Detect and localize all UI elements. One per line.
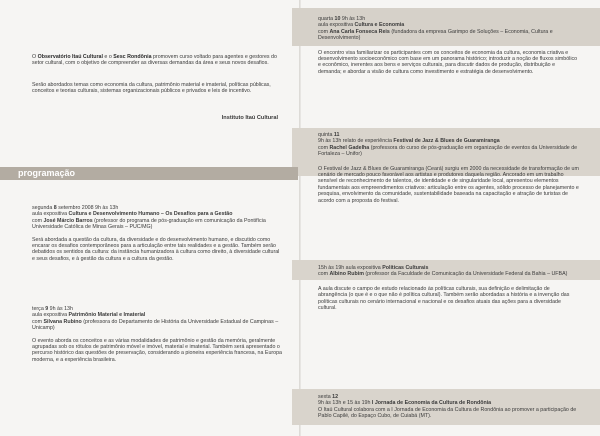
intro-paragraph-2: Serão abordados temas como economia da cultura, patrimônio material e imaterial, políticas públicas, conceitos e teorias culturais, sistemas organizacionais públicos e privados e leis de incentivo.: [32, 82, 271, 95]
intro-paragraph: O Observatório Itaú Cultural e o Sesc Rondônia promovem curso voltado para agentes e gestores do setor cultural, com o objetivo de compreender as diversas demandas da área e seus novos desafios.: [32, 54, 277, 67]
session-thursday: quinta 11 9h às 13h relato de experiência Festival de Jazz & Blues de Guaramiranga com Rachel Gadelha (professora do curso de pós-graduação em organização de eventos da Universidade de Fortaleza – Unifor) O Festival de Jazz & Blues de Guaramiranga (Ceará) surgiu em 2000 da necessidade de transformação de um cenário de mercado pouco favorável aos artistas e produtores daquela região. Ancorado em um trabalho sensível de reconhecimento de talentos, de identidade e de singularidade local, apresentou elementos fundamentais aos empreendimentos criativos: articulação entre os agentes, sólido processo de planejamento e pesquisa, envolvimento da comunidade, sustentabilidade baseada na capacitação e atração de turistas de acordo com a proposta do festival.: [318, 132, 579, 204]
section-title: programação: [18, 168, 76, 178]
session-friday: sexta 12 9h às 13h e 15 às 19h I Jornada de Economia da Cultura de Rondônia O Itaú Cultural colabora com a I Jornada de Economia da Cultura de Rondônia ao promover a participação de Pablo Capilé, do Espaço Cubo, de Cuiabá (MT).: [318, 394, 577, 420]
session-monday: segunda 8 setembro 2008 9h às 13h aula expositiva Cultura e Desenvolvimento Humano – Os Desafios para a Gestão com José Márcio Barros (professor do programa de pós-graduação em comunicação da Pontifícia Universidade Católica de Minas Gerais – PUC/MG) Será abordada a questão da cultura, da diversidade e do desenvolvimento humano, e discutido como encarar os desafios contemporâneos para a articulação entre tais realidades e a gestão. Também serão debatidos os sentidos da cultura: da instância humanizadora à cultura como direito, à diversidade cultural e seus desafios, e à gestão da cultura e a cultura da gestão.: [32, 205, 280, 262]
session-wednesday: quarta 10 9h às 13h aula expositiva Cultura e Economia com Ana Carla Fonseca Reis (fundadora da empresa Garimpo de Soluções – Economia, Cultura e Desenvolvimento) O encontro visa familiarizar os participantes com os conceitos de economia da cultura, economia criativa e desenvolvimento socioeconômico com base em um panorama histórico; introduzir a noção de fluxos simbólico e econômico, inerentes aos bens e serviços culturais, para discutir dados de produção, distribuição e demanda; e abordar a visão de cultura como investimento e estratégia de desenvolvimento.: [318, 16, 578, 75]
signature: Instituto Itaú Cultural: [221, 115, 278, 121]
session-thursday-afternoon: 15h às 19h aula expositiva Políticas Culturais com Albino Rubim (professor da Faculdade de Comunicação da Universidade Federal da Bahia – UFBA) A aula discute o campo de estudo relacionado às políticas culturais, sua definição e delimitação de abrangência (o que é e o que não é política cultural). Também serão abordadas a história e a invenção das políticas culturais no cenário internacional e nacional e os desafios atuais das ações para a diversidade cultural.: [318, 265, 570, 312]
page-fold: [299, 0, 301, 436]
programacao-header: [0, 167, 298, 180]
session-tuesday: terça 9 9h às 13h aula expositiva Patrimônio Material e Imaterial com Silvana Rubino (professora do Departamento de História da Universidade Estadual de Campinas – Unicamp) O evento aborda os conceitos e as várias modalidades de patrimônio e gestão da memória, geralmente agrupadas sob os rótulos de patrimônio móvel e imóvel, material e imaterial. Também será apresentado o percurso histórico das questões de preservação, considerando a pioneira experiência francesa, na Europa moderna, e a experiência brasileira.: [32, 306, 282, 363]
